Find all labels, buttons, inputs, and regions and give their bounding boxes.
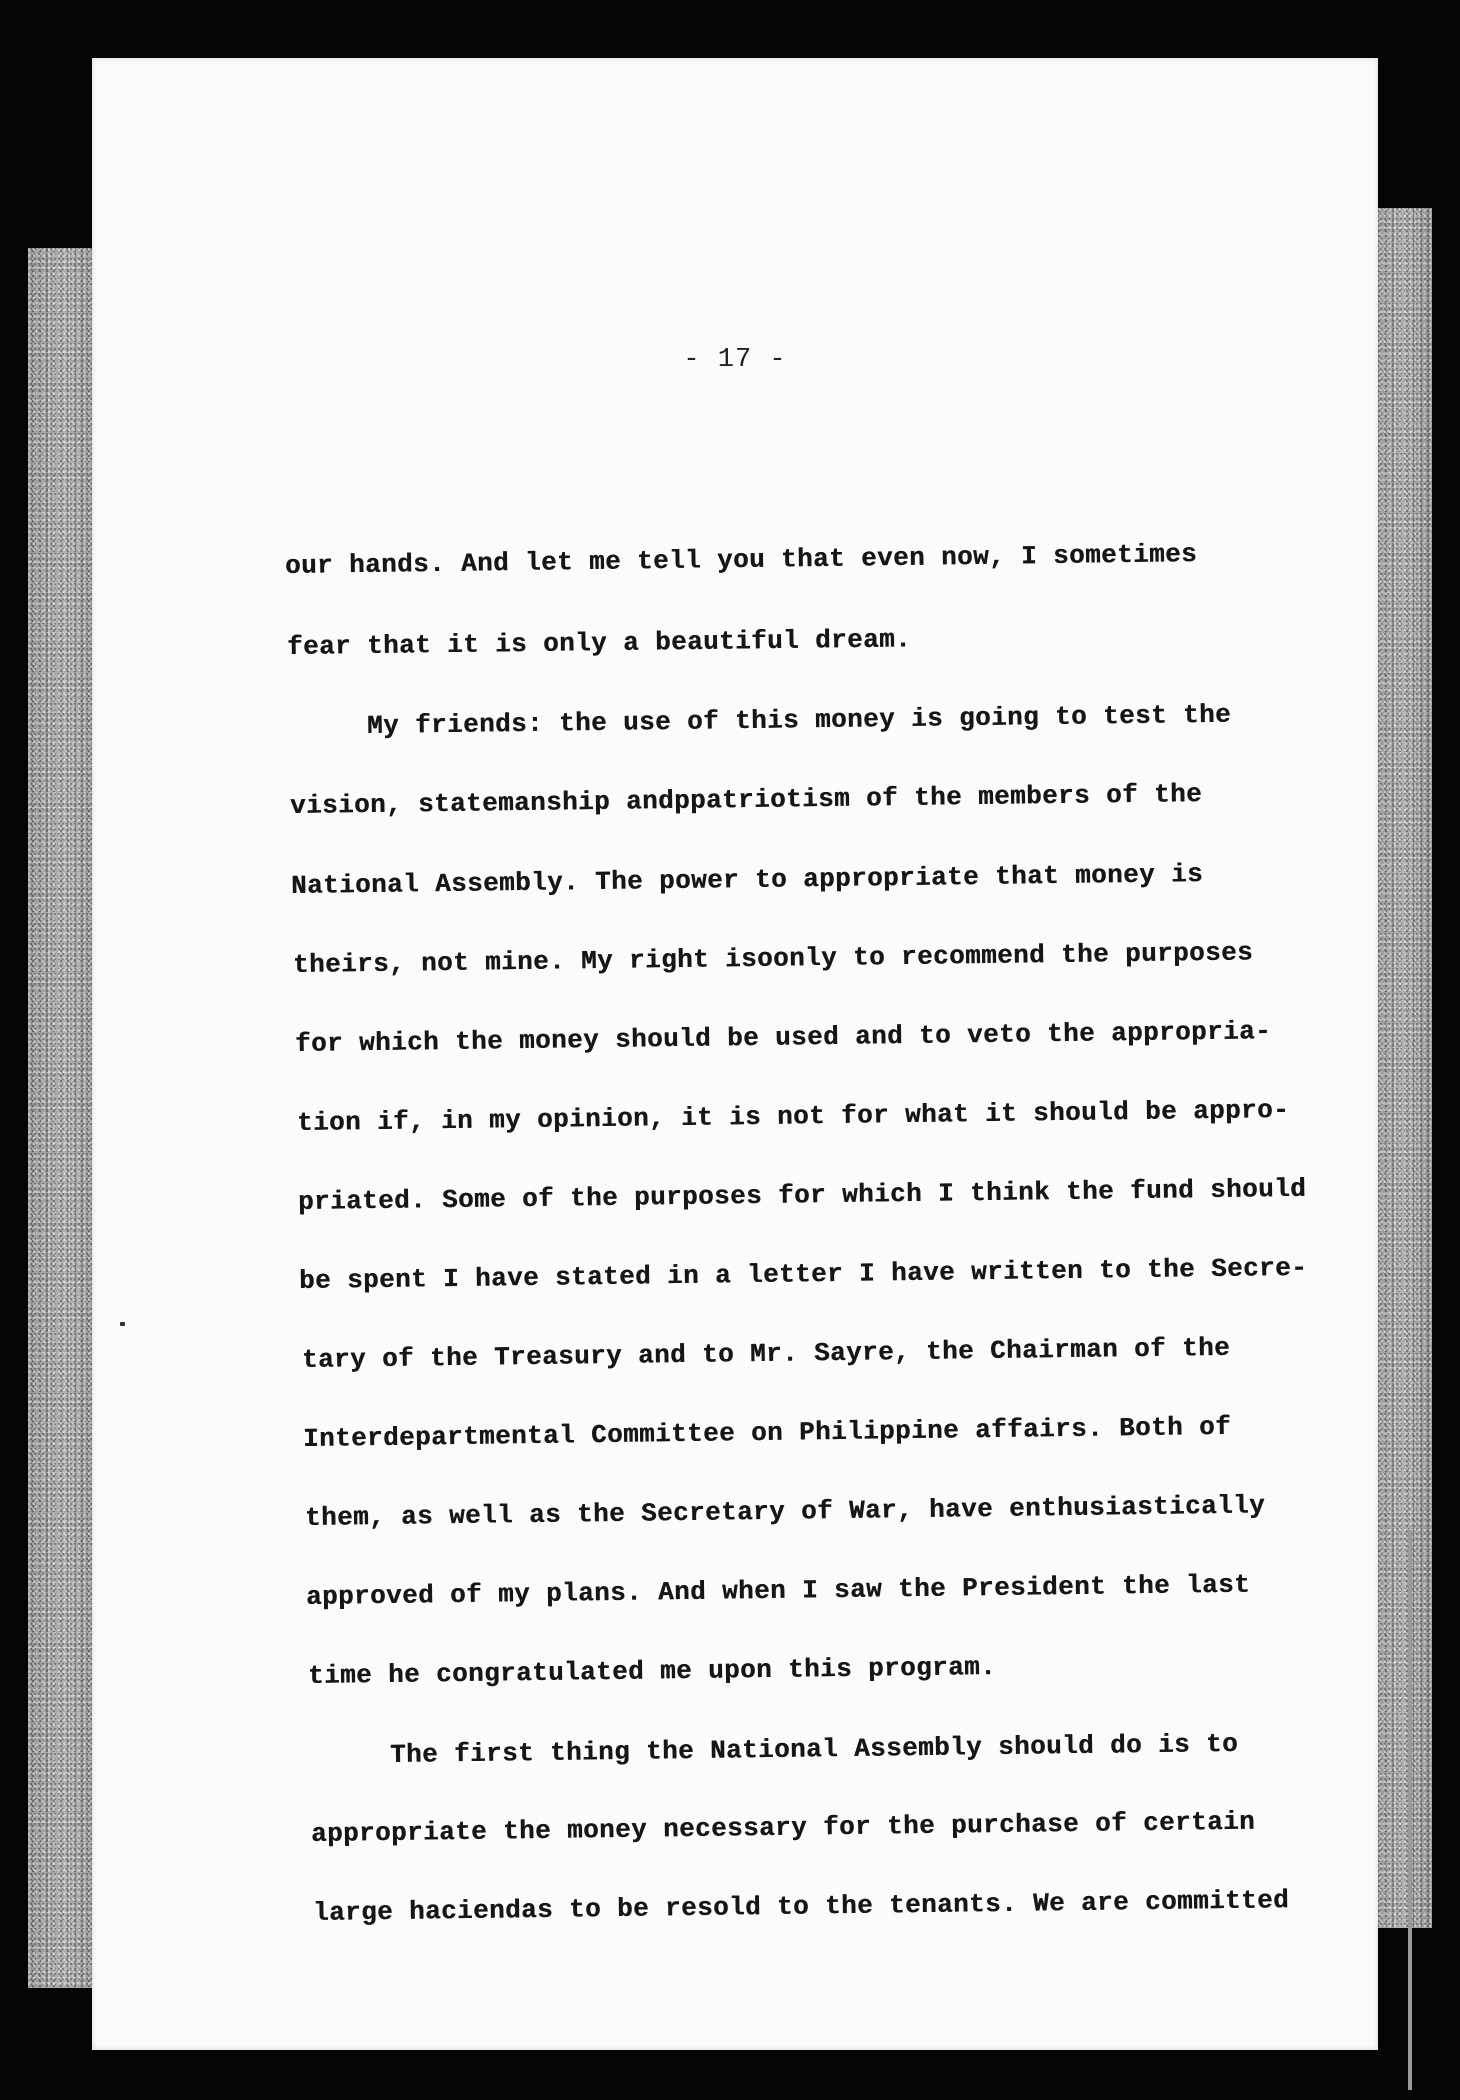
text-line: approved of my plans. And when I saw the President the last: [305, 1569, 1251, 1612]
text-line: tion if, in my opinion, it is not for what it should be appro-: [296, 1095, 1290, 1138]
text-line: National Assembly. The power to appropriate that money is: [290, 859, 1204, 901]
text-line: vision, statemanship andppatriotism of the members of the: [289, 779, 1203, 821]
typewritten-sheet: [92, 58, 1378, 2050]
text-line: for which the money should be used and to veto the appropria-: [294, 1016, 1272, 1059]
text-line: them, as well as the Secretary of War, have enthusiastically: [304, 1490, 1266, 1533]
right-edge-rule: [1408, 1530, 1412, 2090]
text-line: appropriate the money necessary for the purchase of certain: [310, 1806, 1256, 1849]
text-line: Interdepartmental Committee on Philippine affairs. Both of: [302, 1411, 1232, 1454]
page-number: - 17 -: [683, 345, 787, 375]
text-line: theirs, not mine. My right isoonly to recommend the purposes: [292, 937, 1254, 980]
text-line: be spent I have stated in a letter I have written to the Secre-: [298, 1252, 1308, 1296]
right-backing-sheet: [1374, 208, 1432, 1928]
text-line: My friends: the use of this money is going to test the: [366, 699, 1232, 741]
text-line: our hands. And let me tell you that even now, I sometimes: [284, 539, 1198, 581]
text-line: large haciendas to be resold to the tenants. We are committed: [312, 1885, 1290, 1928]
text-line: priated. Some of the purposes for which I think the fund should: [297, 1173, 1307, 1217]
text-line: fear that it is only a beautiful dream.: [286, 624, 912, 662]
text-line: time he congratulated me upon this program.: [307, 1651, 997, 1691]
left-backing-sheet: [28, 248, 100, 1988]
stray-ink-mark: [120, 1322, 125, 1326]
text-line: tary of the Treasury and to Mr. Sayre, the Chairman of the: [301, 1332, 1231, 1375]
text-line: The first thing the National Assembly should do is to: [389, 1728, 1239, 1770]
